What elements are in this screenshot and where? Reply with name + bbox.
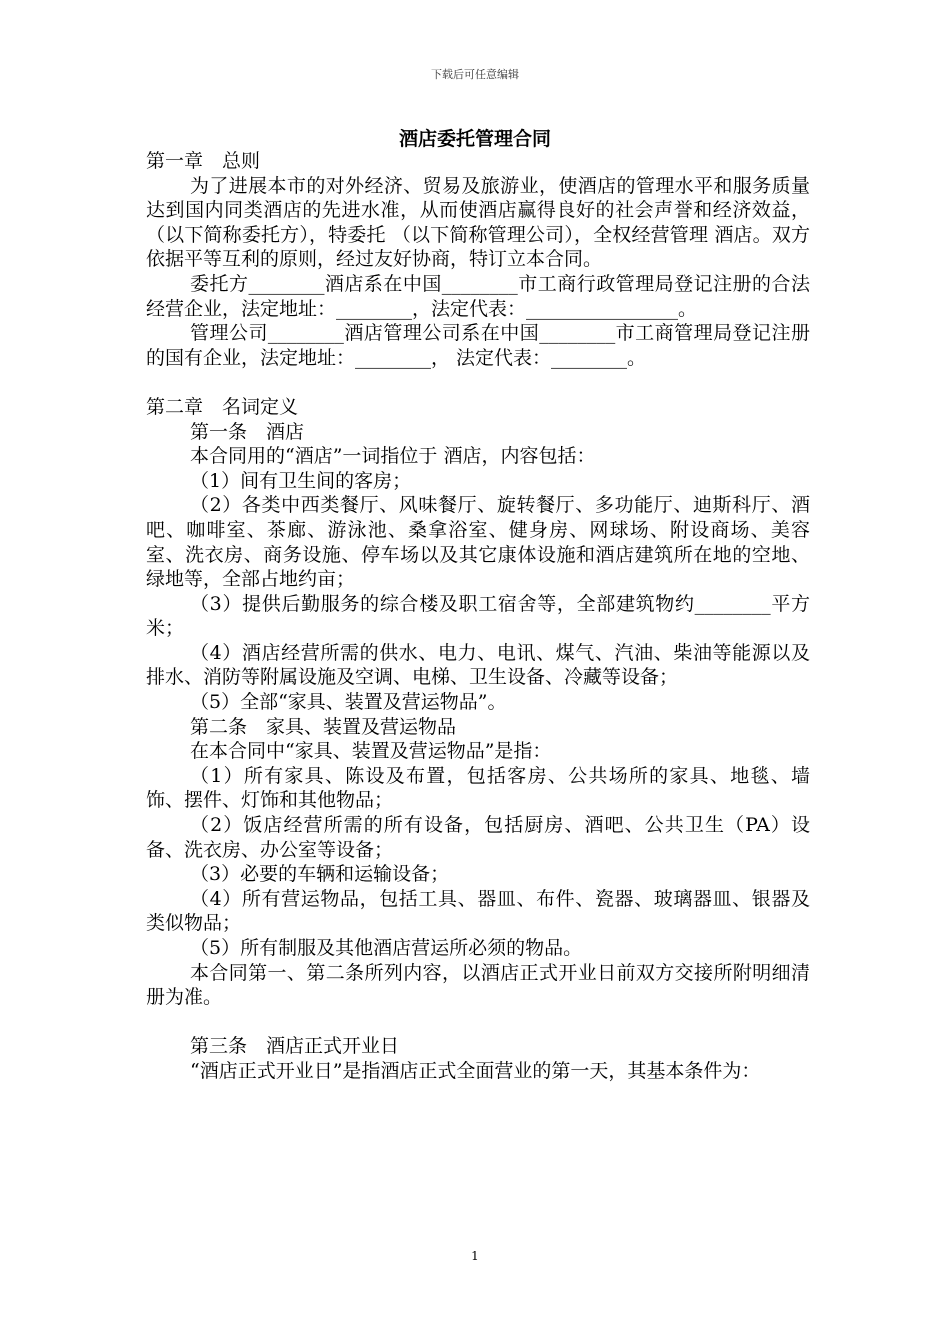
header-note: 下载后可任意编辑 <box>431 68 519 81</box>
blank-line <box>146 1010 810 1035</box>
document-title: 酒店委托管理合同 <box>398 128 551 150</box>
list-item: （1）所有家具、陈设及布置，包括客房、公共场所的家具、地毯、墙饰、摆件、灯饰和其他物品； <box>146 764 810 812</box>
list-item: （5）所有制服及其他酒店营运所必须的物品。 <box>190 937 583 959</box>
list-item: （2）饭店经营所需的所有设备，包括厨房、酒吧、公共卫生（PA）设备、洗衣房、办公室等设备； <box>146 814 810 861</box>
article-heading: 第二条 家具、装置及营运物品 <box>190 715 457 738</box>
page-number: 1 <box>471 1249 479 1263</box>
paragraph: 管理公司________酒店管理公司系在中国________市工商管理局登记注册的国有企业，法定地址：________， 法定代表：________。 <box>146 322 810 369</box>
list-item: （1）间有卫生间的客房； <box>190 469 412 492</box>
article-heading: 第三条 酒店正式开业日 <box>190 1035 400 1058</box>
paragraph: 本合同第一、第二条所列内容，以酒店正式开业日前双方交接所附明细清册为准。 <box>146 961 810 1009</box>
list-item: （4）所有营运物品，包括工具、器皿、布件、瓷器、玻璃器皿、银器及类似物品； <box>146 887 810 935</box>
paragraph: 在本合同中“家具、装置及营运物品”是指： <box>190 740 552 763</box>
article-heading: 第一条 酒店 <box>190 420 305 443</box>
paragraph: 本合同用的“酒店”一词指位于 酒店，内容包括： <box>190 445 596 468</box>
paragraph: 为了进展本市的对外经济、贸易及旅游业，使酒店的管理水平和服务质量达到国内同类酒店的先进水准，从而使酒店赢得良好的社会声誉和经济效益，（以下简称委托方），特委托 （以下简称管理公司），全权经营管理 酒店。双方依据平等互利的原则，经过友好协商，特订立本合同。 <box>146 174 810 271</box>
blank-line <box>146 370 810 395</box>
document-body <box>146 149 810 1084</box>
list-item: （3）提供后勤服务的综合楼及职工宿舍等，全部建筑物约________平方米； <box>146 592 810 640</box>
chapter-heading: 第二章 名词定义 <box>146 395 299 418</box>
list-item: （5）全部“家具、装置及营运物品”。 <box>190 691 507 714</box>
list-item: （4）酒店经营所需的供水、电力、电讯、煤气、汽油、柴油等能源以及排水、消防等附属设施及空调、电梯、卫生设备、冷藏等设备； <box>146 641 810 689</box>
list-item: （3）必要的车辆和运输设备； <box>190 863 450 886</box>
list-item: （2）各类中西类餐厅、风味餐厅、旋转餐厅、多功能厅、迪斯科厅、酒吧、咖啡室、茶廊、游泳池、桑拿浴室、健身房、网球场、附设商场、美容室、洗衣房、商务设施、停车场以及其它康体设施和酒店建筑所在地的空地、绿地等，全部占地约亩； <box>146 494 810 591</box>
paragraph: 委托方________酒店系在中国________市工商行政管理局登记注册的合法经营企业，法定地址：________，法定代表：________________。 <box>146 272 810 320</box>
paragraph: “酒店正式开业日”是指酒店正式全面营业的第一天，其基本条件为： <box>190 1059 761 1082</box>
chapter-heading: 第一章 总则 <box>146 150 261 172</box>
